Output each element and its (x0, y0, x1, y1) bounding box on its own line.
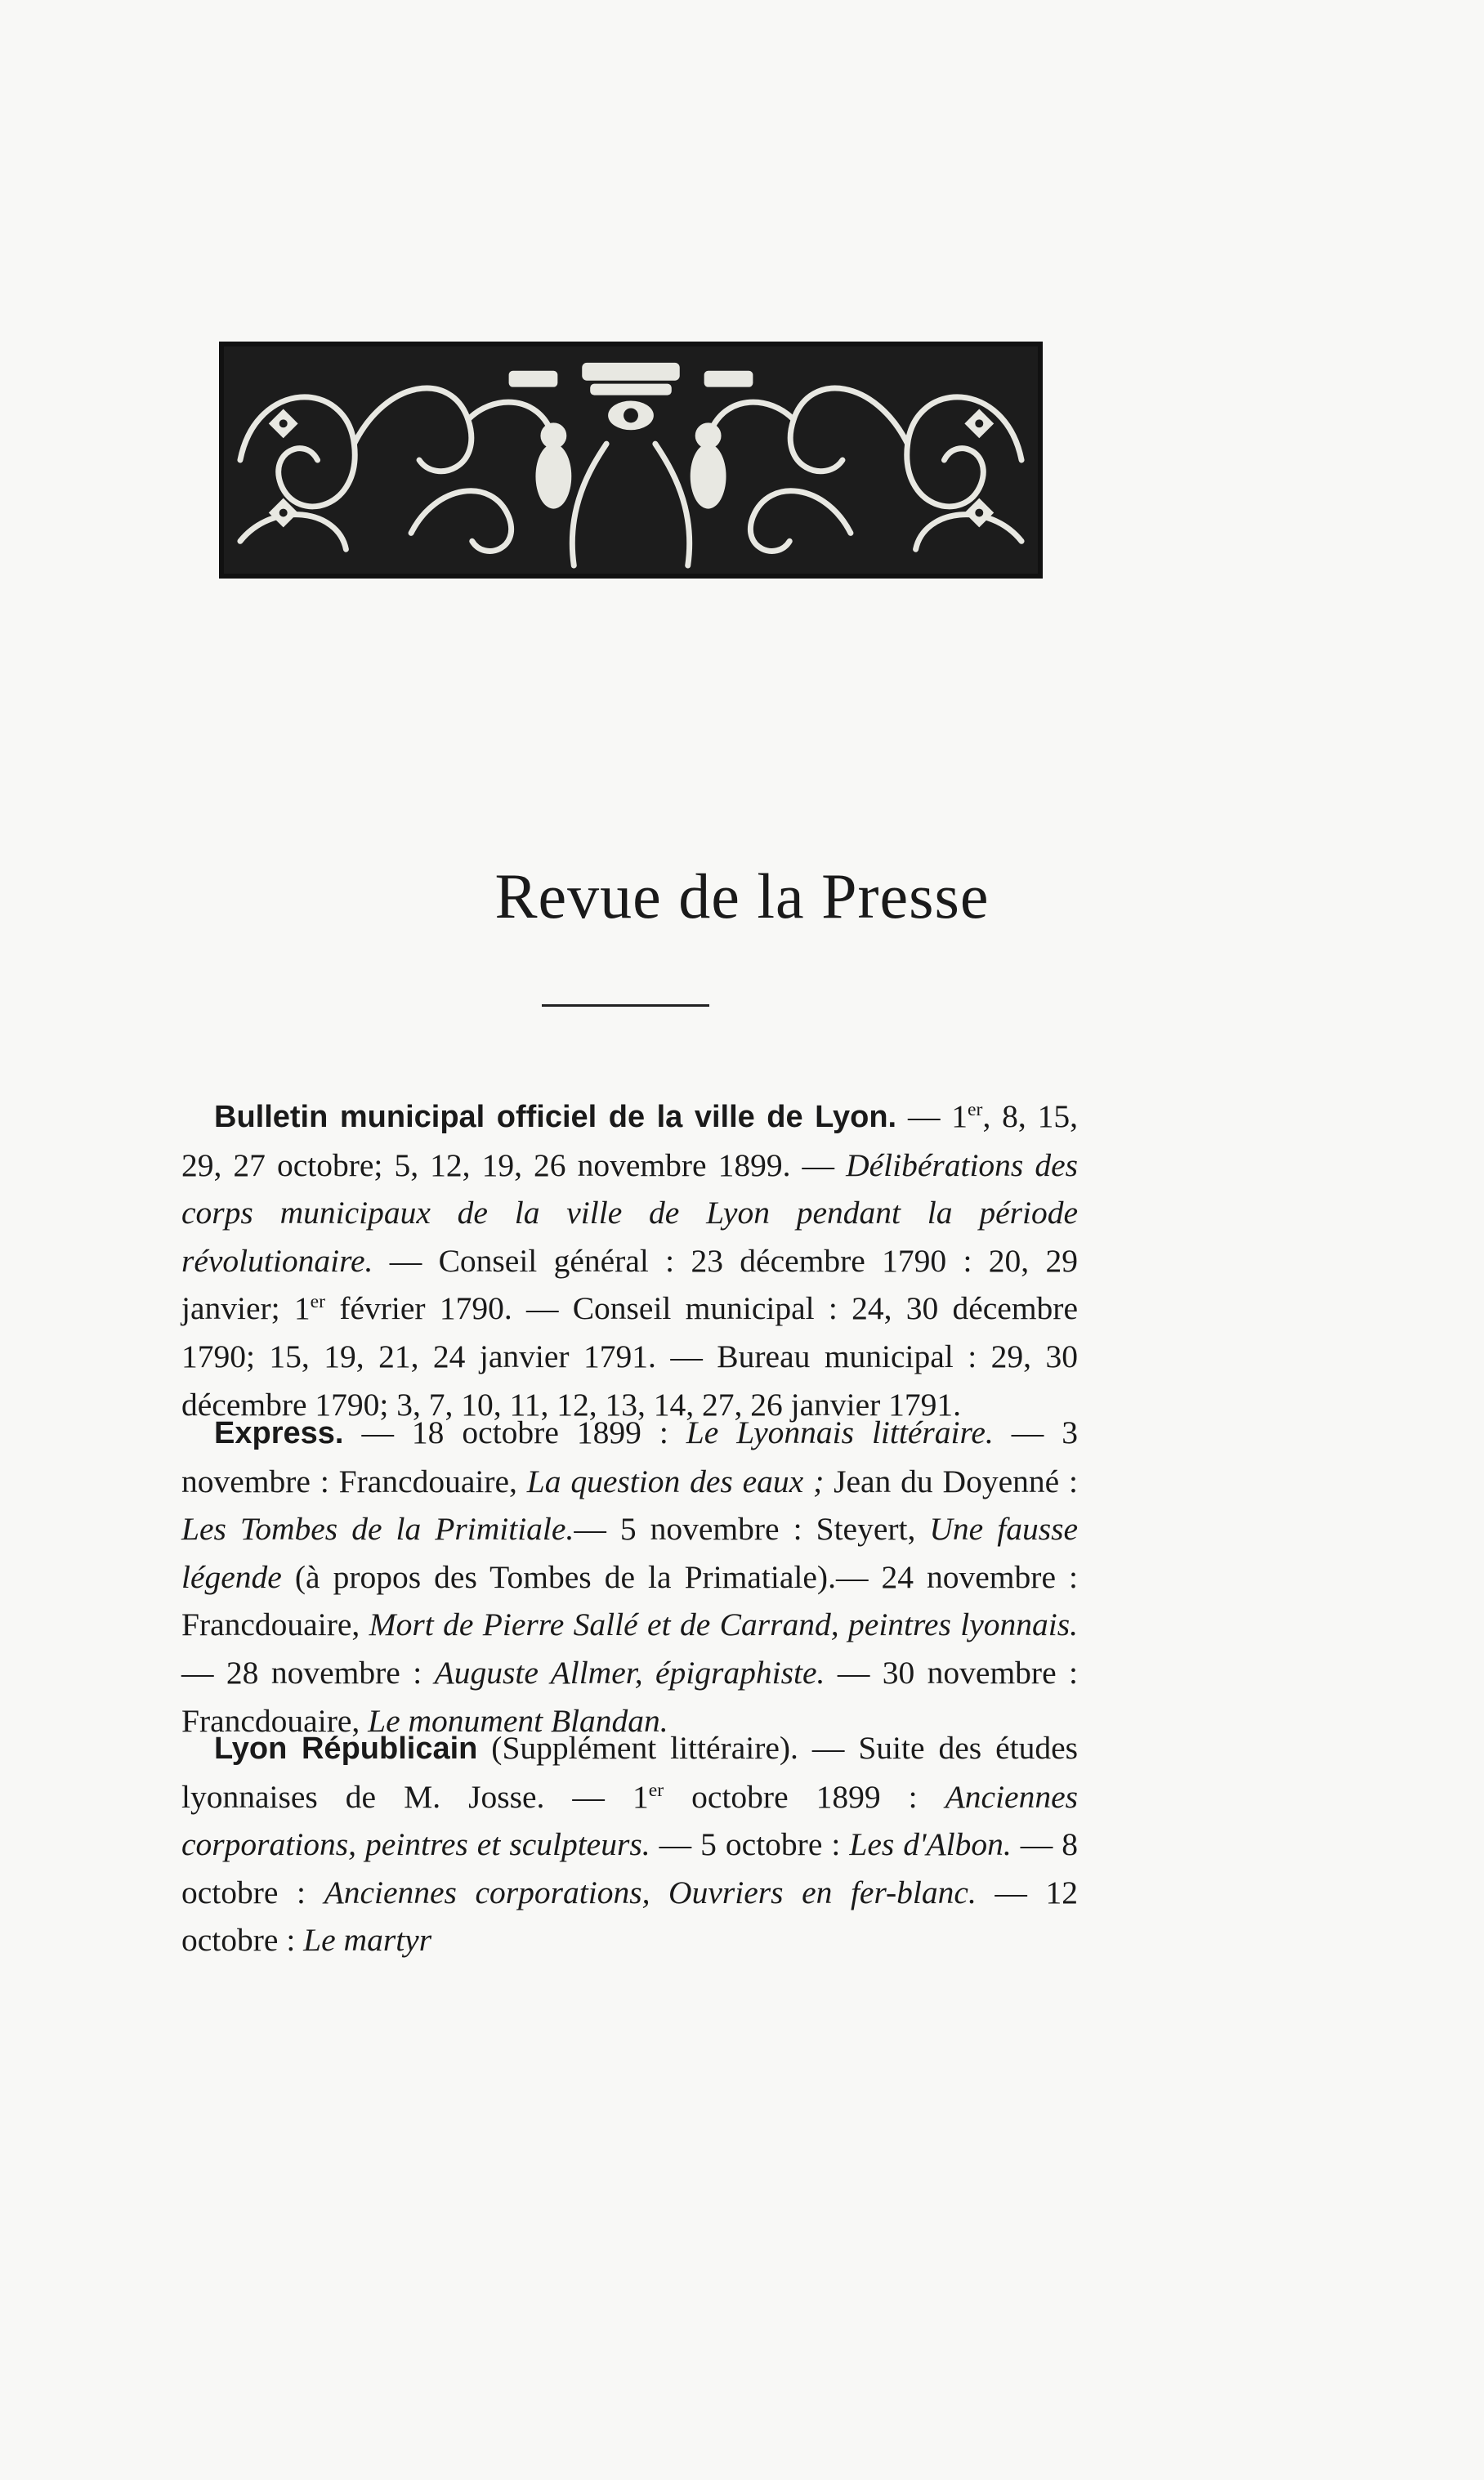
ordinal-suffix: er (648, 1779, 664, 1801)
press-entry-express (181, 1409, 1078, 1745)
entry-text: — 3 novembre : Francdouaire, (181, 1414, 1079, 1499)
entry-text: (à propos des Tombes de la Primatiale).— 24 novembre : Francdouaire, (181, 1558, 1078, 1643)
entry-text: — 1 (896, 1098, 968, 1134)
article-title: Délibérations des corps municipaux de la ville de Lyon pendant la période révolutionaire. (181, 1146, 1079, 1279)
article-title: Les Tombes de la Primitiale. (181, 1511, 574, 1548)
article-title: Le monument Blandan. (368, 1702, 668, 1739)
article-title: Auguste Allmer, épigraphiste. (434, 1654, 825, 1691)
entry-text: — 28 novembre : (181, 1654, 435, 1691)
ornament-scrollwork-icon (224, 346, 1038, 574)
article-title: Les d'Albon. (849, 1826, 1012, 1863)
entry-text: février 1790. — Conseil municipal : 24, 30 décembre 1790; 15, 19, 21, 24 janvier 1791. — Bureau municipal : 29, 30 décembre 1790; 3, 7, 10, 11, 12, 13, 14, 27, 26 janvier 1791. (181, 1290, 1078, 1423)
entry-text: — 30 novembre : Francdouaire, (181, 1654, 1079, 1739)
article-title: Une fausse légende (181, 1511, 1078, 1595)
publication-name: Lyon Républicain (214, 1732, 478, 1766)
publication-name: Bulletin municipal officiel de la ville de Lyon. (214, 1100, 897, 1134)
entry-text: — 12 octobre : (181, 1874, 1078, 1959)
entry-text: — 8 octobre : (181, 1826, 1078, 1910)
page-title: Revue de la Presse (494, 860, 990, 932)
press-entry-bulletin-municipal (181, 1093, 1078, 1428)
entry-text: — 18 octobre 1899 : (343, 1414, 686, 1450)
article-title: La question des eaux ; (526, 1463, 825, 1499)
ornamental-headpiece (219, 342, 1043, 579)
article-title: Anciennes corporations, Ouvriers en fer-blanc. (324, 1874, 977, 1910)
entry-text: (Supplément littéraire). — Suite des études lyonnaises de M. Josse. — 1 (181, 1730, 1078, 1815)
article-title: Le Lyonnais littéraire. (686, 1414, 994, 1450)
article-title: Anciennes corporations, peintres et sculpteurs. (181, 1778, 1078, 1863)
title-divider (542, 1004, 709, 1007)
entry-text: , 8, 15, 29, 27 octobre; 5, 12, 19, 26 novembre 1899. — (181, 1098, 1079, 1183)
entry-text: — Conseil général : 23 décembre 1790 : 20, 29 janvier; 1 (181, 1242, 1078, 1327)
press-entry-lyon-republicain (181, 1724, 1078, 1964)
ordinal-suffix: er (310, 1291, 326, 1313)
entry-text: — 5 octobre : (650, 1826, 850, 1863)
entry-text: — 5 novembre : Steyert, (574, 1511, 930, 1548)
entry-text: octobre 1899 : (664, 1778, 945, 1815)
article-title: Mort de Pierre Sallé et de Carrand, peintres lyonnais. (369, 1606, 1078, 1643)
publication-name: Express. (214, 1416, 344, 1450)
entry-text: Jean du Doyenné : (824, 1463, 1078, 1499)
ordinal-suffix: er (968, 1098, 983, 1120)
article-title: Le martyr (303, 1922, 432, 1959)
